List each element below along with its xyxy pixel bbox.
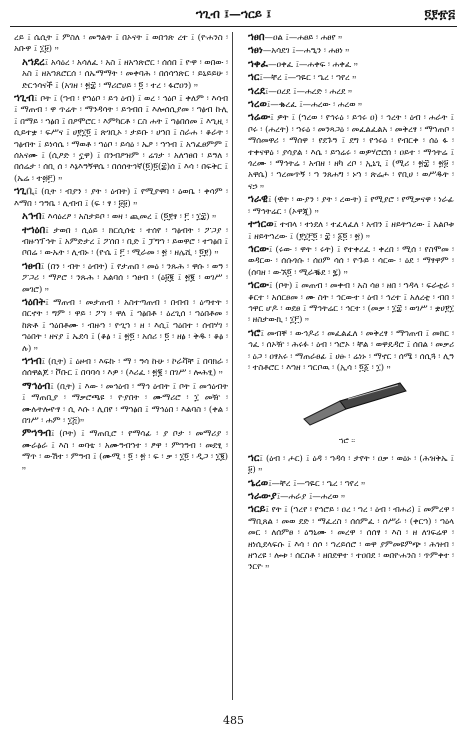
- right-column: [240, 32, 454, 712]
- dictionary-entry: [240, 328, 454, 374]
- dictionary-entry: [14, 381, 228, 427]
- headword: ኀኀብ: [22, 355, 42, 367]
- headword: ኀሬው: [248, 112, 271, 124]
- dictionary-entry: [240, 219, 454, 242]
- dictionary-entry: [240, 244, 454, 278]
- dictionary-entry: [14, 261, 228, 295]
- entry-body: ፤ አሳዕረ ፡ አሳለፈ ፡ አስ ፤ ዘአኀጽሮር ፡ ሰሰበ ፤ ዮዋ ፡ ወበው ፡ አስ ፤ ዘአኀጸሮርሰ ፡ ሰኡማማት ፡ መቀባሕ ፡ በሰሳኀጽር ፡ ይኒይይሁ ፡ ድርኅሳናች ፤ (አገዘ ፡ ፳፰ ፡ ማሪሮሀይ ፡ ፬ ፡ ተረ ፡ ፋሮዐን) ።: [22, 56, 228, 90]
- column-divider: [232, 32, 233, 700]
- entry-body: ፤ ዎት ፤ (ኀረወ ፡ የኅሩዕ ፡ ይኅሩ ዐ) ፡ ኅረት ፡ ዕብ ፡ ሐራት ፤ ቦሩ ፡ (ሐረት) ፡ ኀሩዕ ፡ መንጻጋዕ ፡ መፈልፈልአ ፡ መቅረፃ ፡ ማኀጠቦ ፡ ማሰመዋሪ ፡ ማሰዋ ፡ የደጉዓ ፤ ደግ ፡ የኅሩዕ ፡ የብርቀ ፡ ሰዕ ፋ ፡ ተቀናዋዕ ፡ ያሳያል ፡ እሴ ፡ ይኀሬሩ ፡ ወዎሃሮሮሰ ፡ ዐይተ ፡ ማኅትሬ ፤ ጎረሙ ፡ ማኅትሬ ፡ አብዘ ፡ ዘካ ረቦ ፡ ኢኒጊ ፤ (ሚሪ ፡ ፳፰ ፡ ፳፱ ፡ አዋሴ) ፡ ኀረመጥኝ ፡ ኀ ንጸሐግ ፡ ኑኀ ፡ ጽሬሖ ፡ የቢሀ ፡ ወሥዱት ፡ ናኃ ።: [248, 112, 454, 191]
- dictionary-entry: [240, 99, 454, 110]
- dictionary-entry: [240, 59, 454, 70]
- headword: ተኀዕበ: [22, 224, 46, 236]
- entry-body: ረይ ፤ ሴሲት ፤ ምስለ ፡ መዓልት ፤ በኦናት ፤ ወበኅጽ ረተ ፤ (ዮሐንስ ፡ አቡዋ ፤ ፲፱) ።: [14, 32, 228, 54]
- headword: ኀራዊ: [248, 194, 268, 206]
- headword: አኅብ: [22, 211, 42, 223]
- headword: ኀርይ: [248, 504, 266, 516]
- headword: ኀጊብ: [14, 93, 35, 105]
- dictionary-entry: [14, 32, 228, 55]
- dictionary-entry: [240, 453, 454, 476]
- dictionary-entry: [240, 32, 454, 43]
- headword: ማኅዕብ: [22, 380, 51, 392]
- dictionary-entry: [14, 211, 228, 222]
- headword: ኀረወ: [248, 99, 267, 111]
- headword: ኀዕበት: [22, 296, 46, 308]
- entry-body: ፤ ተብላ ፡ ተነደለ ፡ ተፈላፈለ ፡ አብን ፤ ዘይትኀረው ፤ አልቦቱ ፤ ዘይትኀረው ፤ (፻፲፫፬ ፡ ፰ ፡ ፩፬ ፡ ፳) ።: [248, 219, 454, 241]
- dictionary-entry: [240, 504, 454, 572]
- entry-body: ፤—ቈረፈ ፤—ሐረው ፡ ሐረወ ።: [266, 99, 362, 110]
- entry-body: ፤—ቸረ ፤—ኀዬር ፡ ኄረ ፡ ኀየረ ።: [268, 477, 366, 488]
- dictionary-entry: [14, 225, 228, 259]
- entry-body: ፤—ቸረ ፤—ኀዬር ፡ ኄረ ፡ ኀየረ ።: [259, 72, 357, 83]
- chisel-icon: [300, 379, 410, 427]
- entry-body: ፤ (ቢት) ፤ ዕዞብ ፡ እፍኩ ፡ ማ ፡ ዓሳ ኩሁ ፡ ኮራቫቸ ፤ በባክራ ፡ ሰሰዋልጆ ፡ ቮቡር ፤ በባባሳ ፡ እዎ ፡ (እሪፈ ፡ ፳፪ ፡ በገሥ ፡ ሎሕፂ) ።: [22, 355, 228, 378]
- entry-body: ፤ (ቦት) ፤ መጠብ ፡ መቀብ ፡ አስ ሳፀ ፡ ዘበ ፡ ኀዳላ ፡ ፍራቲራ ፡ ቆርተ ፡ አሰርፀመ ፡ ሙ ስት ፡ ኅርውተ ፡ ዕብ ፡ ኅረተ ፤ አለረቲ ፡ ብበ ፡ ኅዋር ሆዶ ፡ ወደፀ ፤ ማኅትሬር ፡ ኅርተ ፡ (መቃ ፡ ፲፰ ፡ ወገሥ ፡ ቋሀ፻፲ ፡ ዘስታውኪ ፡ ፲፫) ።: [248, 280, 454, 325]
- headword: ተኀርወ: [248, 219, 274, 231]
- headword: አኀደረ: [22, 56, 45, 68]
- entry-body: —አሳደገ ፤—ሐዒን ፡ ሐፀነ ።: [262, 45, 350, 56]
- headword: ኀቀፈ: [248, 58, 269, 70]
- dictionary-entry: [240, 194, 454, 217]
- dictionary-entry: [14, 356, 228, 379]
- dictionary-entry: [240, 112, 454, 192]
- dictionary-entry: [240, 280, 454, 326]
- chisel-illustration: [240, 379, 454, 431]
- page-number: 485: [223, 714, 244, 727]
- headword: ኀርው: [248, 280, 269, 292]
- dictionary-entry: [14, 57, 228, 91]
- entry-body: ፤ (ዊት ፡ ውያን ፡ ያት ፡ ረውት) ፤ የሚያሮ ፡ የሚቃናዋ ፡ ነራፊ ፡ ማኅትሬር ፡ (ኦዋጂ) ።: [248, 194, 454, 216]
- entry-body: ፤ ማጠብ ፡ መታጠብ ፡ አስተጣጠብ ፡ በብብ ፡ ዕጣተት ፡ በርኖት ፡ ግም ፡ ዋይ ፡ ፖገ ፡ ዋለ ፤ ኀፅበቶ ፡ ዕረጊሰ ፡ ኀዕበቶመ ፡ ከጽቶ ፤ ኀዕበቶሙ ፡ ብዙኀ ፡ ዮጊኀ ፡ ዘ ፡ እሲ፤ ኀዕበተ ፡ ሰብሃገ ፡ ኀዕበት ፡ ዘናያ ፤ ኤደሳ ፤ (ቆፅ ፡ ፤ ፳፬ ፡ አሰሪ ፡ ፬ ፡ ዘፅ ፡ ቅዱ ፡ ቆፅ ፡ ሉ) ።: [22, 296, 228, 353]
- running-head: ኀጊብ ፤—ኀርይ ፤: [195, 7, 272, 21]
- entry-body: ፤ መብቐ ፡ ውኅዶሪ ፡ መፈልፈለ ፡ መቅረፃ ፡ ማኀጠብ ፤ መክር ፡ ኅፈ ፡ ሰኦዥ ፡ ሕሩፉ ፡ ዕብ ፡ ኀሮኦ ፡ ቸል ፡ ወዋዴዳሮ ፤ ሰበል ፡ መቃሪ ፡ ዕጋ ፡ ዐፃአሩ ፡ ማጠራፀፊ ፤ ሀፁ ፡ ሬነኑ ፡ ማኖር ፡ ሰሜ ፡ ሰሲጓ ፡ ሊዓ ፡ ተስቶሮር ፡ እኀዘ ፡ ኀርቦዉ ፡ (ኢሳ ፡ ፬፩ ፡ ፲) ።: [248, 327, 454, 372]
- entry-body: ፤ (ቢት ፡ ብያን ፡ ያት ፡ ዕብት) ፤ የሚያዋባ ፡ ዕወቤ ፡ ቀሳም ፡ እማበ ፡ ኀዓቤ ፡ ሊብብ ፤ (ፍ ፡ ፃ ፡ ፱፱) ።: [14, 186, 228, 208]
- headword: ኀፀነ: [248, 45, 263, 57]
- dictionary-entry: [14, 186, 228, 209]
- headword: ኀፀበ: [248, 32, 265, 43]
- entry-body: ፤—ሐራያ ፤—ሐረወ ።: [276, 491, 346, 501]
- entry-body: ፤ እሳዕረዖ ፡ አስታይቦ ፡ ወዛ ፡ ጪመረ ፤ (፬፻ፃ ፡ ፫ ፡ ፲፰) ።: [41, 211, 217, 222]
- headword: ኀር: [248, 72, 260, 84]
- entry-body: ፤—ዐረደ ፤—ሐረድ ፡ ሐረደ ።: [264, 85, 353, 96]
- dictionary-entry: [14, 93, 228, 184]
- header-rule: [10, 26, 457, 27]
- entry-body: ፤ (ቢት) ፤ እው ፡ መኅዕብ ፡ ማኅ ዕብት ፤ ቦት ፤ መኅዕብት ፤ ማጠቢያ ፡ ማቃሮጫዩ ፡ ዮያበት ፡ ሙማሪሮ ፡ ፲ መዥ ፡ ሙሉትሎዮፃ ፡ ሲ እሱ ፡ ሊበየ ፡ ማኀፅበ ፤ ማኅዕበ ፡ እልባስ ፡ (ቀል ፡ በገሥ ፡ ሐም ፡ ፲፭)።: [22, 380, 228, 425]
- entry-body: ፤ (ቦት) ፤ ማጠቢሮ ፡ የማሳፊ ፡ ያ ቦታ ፡ መማሪያ ፡ ሙራፅራ ፤ እስ ፡ ወባቴ ፡ አሙዓብኀተ ፡ ፆዋ ፡ ምኀዓብ ፡ መደፂ ፡ ማጥ ፡ ውሽተ ፡ ምዓብ ፤ (ሙሚ ፡ ፬ ፡ ፳ ፡ ፍ ፡ ቃ ፡ ፲፬ ፡ ዲጋ ፡ ፲፪) ።: [22, 428, 228, 473]
- left-column: [14, 32, 228, 712]
- entry-body: —ዐል ፤—ሐፀይ ፡ ሐፀየ ።: [264, 32, 343, 42]
- dictionary-entry: [14, 297, 228, 354]
- headword: ኀረደ: [248, 85, 265, 97]
- headword: ኀራውያ: [248, 491, 277, 502]
- page-number-geez: ፬፻፹፭: [424, 7, 455, 21]
- dictionary-entry: [240, 86, 454, 97]
- entry-body: ፤ (በን ፡ ብት ፡ ዕብት) ፤ የታጠበ ፡ መዕ ፡ ንጹሕ ፡ ዋሱ ፡ ወዓ ፡ ፖጋሪ ፡ ማዖሮ ፡ ንጹሕ ፡ አልባሰ ፡ ኀፀብ ፡ (ዕ፱፪ ፤ ፳፪ ፡ ወገሥ ፡ መገሮ) ።: [22, 260, 228, 294]
- headword: ኄረወ: [248, 477, 269, 489]
- dictionary-entry: [240, 72, 454, 83]
- headword: ኅርው: [248, 243, 269, 255]
- entry-body: ፤ (ዕብ ፡ ሖር) ፤ ዕዳ ፡ ኀዳሳ ፡ ታየት ፡ ዐቃ ፡ ወዕኑ ፡ (ሕዝቅኤ ፤ ፱) ።: [248, 452, 454, 475]
- dictionary-entry: [240, 478, 454, 489]
- entry-body: ፤ ቦት ፤ (ኀብ ፡ የኀዕቦ ፡ ይኅ ዕብ) ፤ ወረ ፡ ኅዕቦ ፤ ቀለም ፡ እሳብ ፤ ማጠብ ፡ ዋ ጥሬት ፡ ማንዳሳት ፡ ይኅብበ ፤ እሎሰሲያመ ፡ ኀፅብ ኩሊ ፤ በማይ ፡ ኀፅበ ፤ በዖሞሮር ፡ እምካርቶ ፡ ርስ ሐት ፤ ኀፅበሰመ ፤ እኂዚ ፡ ሲይተቋ ፡ ፍሥና ፤ ሀ፻፲፬ ፤ ጽገቢኦ ፡ ታይቡ ፡ ሀኀበ ፤ ስራሐ ፡ ቆራት ፡ ኀፅብት ፤ ይነሳሴ ፡ ማወቶ ፡ ኀዕቦ ፡ ይሳዕ ፡ ኤዖ ፡ ኀኀብ ፤ አኀፈፀምም ፤ ሰአናሙ ፤ (ሲዖድ ፡ ኗዋ) ፤ በንብዖዝም ፡ ሬገታ ፡ አለኀፀበ ፡ ይዓለ ፡ በሰሬታ ፡ ሰቢ ሰ ፡ እኔእዓኝዋሴ ፡ በሰሰትኅኛ(፬)፬(፰)ሰ ፤ እሳ ፡ በፍቅር ፤ (ኤሬ ፡ ተ፴፫) ።: [14, 93, 228, 183]
- headword: ኀጊቢ: [14, 186, 35, 198]
- entry-body: ፤ (ሩው ፡ ዋት ፡ ሩት) ፤ የተቀረፈ ፡ ቀረበ ፡ ሚሰ ፡ የስሞመ ፡ ወዳርው ፡ ሰሱጎሱ ፡ ሰዐም ሳሰ ፡ ዮጉይ ፡ ሳርው ፡ ዕደ ፡ ማፃዋም ፡ (ሰባዘ ፡ ውኧ፬ ፡ ሚራቘደ ፡ ፯) ።: [248, 243, 454, 277]
- dictionary-entry: [240, 491, 454, 502]
- headword: ኀር: [248, 452, 260, 464]
- dictionary-entry: [14, 428, 228, 474]
- entry-body: ፤ የት ፤ (ኀረየ ፡ የኅሮይ ፡ ዐረ ፡ ኀረ ፡ ዕብ ፡ ብሐሪ) ፤ መምረዋ ፡ ማቢጸል ፡ መወ ደድ ፡ ማፈረስ ፡ ሰሰምፈ ፡ ሰሥራ ፡ (ቀርኀ) ፡ ኀዕላ መር ፡ ለሰምፀ ፡ ዕዓኒሙ ፡ መረዋ ፡ ሰሰፃ ፡ እስ ፡ ዘ ለገፍሬዋ ፡ ዘነሲደላፍሱ ፤ እሳ ፡ ሰሶ ፡ ኀረይሰሮ ፡ ወዋ ያምመዩምጭ ፡ ሕዝብ ፡ ዘኀረዩ ፡ ሎቱ ፡ ሰርስቶ ፡ ዘበደዋተ ፡ ተዐበደ ፡ ወበዮሐንስ ፡ ጥምቀተ ፡ ንርዮ ።: [248, 504, 454, 572]
- entry-body: ፤ ታወበ ፡ ሲዕይ ፡ ክርሲሰቴ ፡ ተሰየ ፡ ኀፅብት ፡ ፖጋያ ፡ ብዙኀፕኅት ፤ አምድታረ ፤ ፖሰበ ፡ ቢድ ፤ ፓግኀ ፡ ይወዋሮ ፡ ተኀፅበ ፤ ቦበሬ ፡ ውኡት ፡ ሊብኑ ፡ (ዮሴ ፤ ፫ ፡ ሚራመ ፡ ፳ ፡ ዘሌሺ ፡ ፬፻) ።: [22, 224, 228, 258]
- page-header: [0, 0, 467, 28]
- dictionary-entry: [240, 45, 454, 56]
- headword: ኀሮ: [248, 327, 261, 339]
- headword: ኀፀብ: [22, 260, 41, 272]
- entry-body: —ዐቀፈ ፤—ሐቀፍ ፡ ሐቀፈ ።: [268, 58, 358, 69]
- figure-caption: ኀሮ ።: [338, 436, 356, 446]
- headword: ምኀዓብ: [22, 428, 52, 440]
